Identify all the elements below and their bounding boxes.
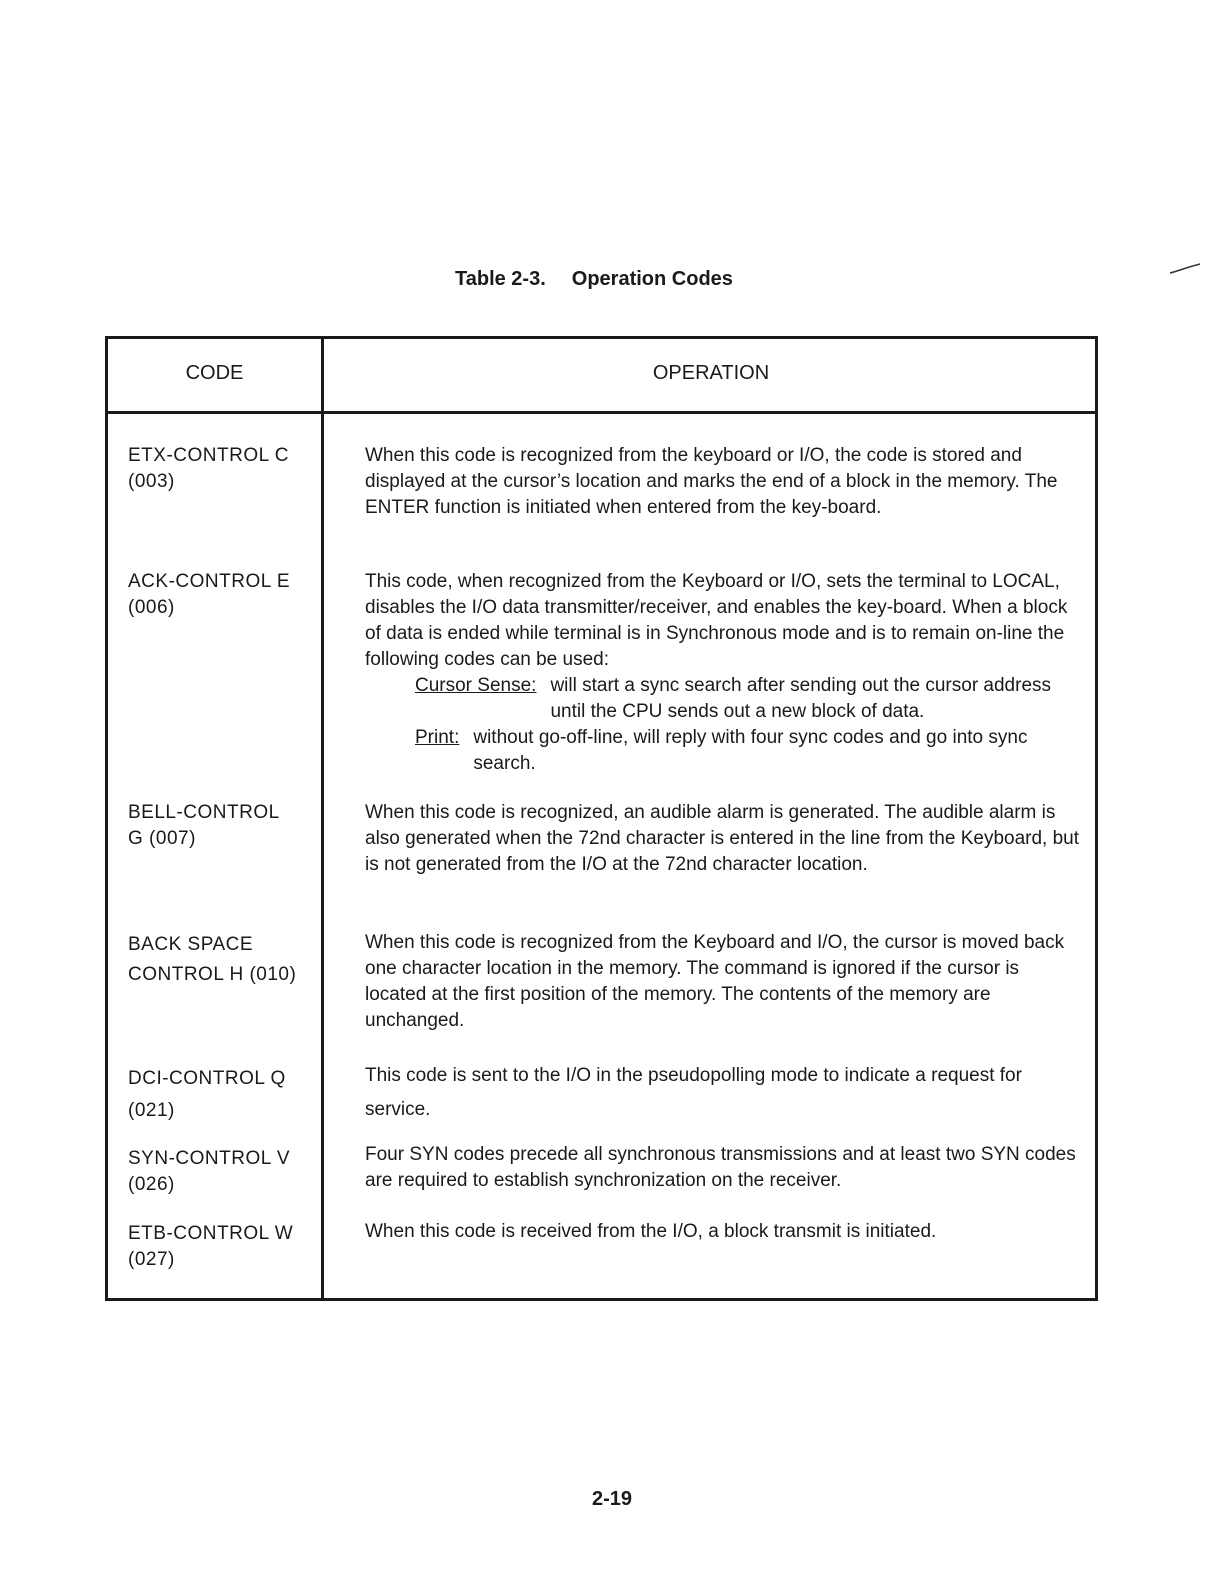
operation-cell-bell: When this code is recognized, an audible alarm is generated. The audible alarm is also generated when the 72nd character is entered in the line from the Keyboard, but is not generated from the I/O at the 72nd character location. bbox=[365, 802, 1080, 875]
table-number: Table 2-3. bbox=[455, 268, 546, 290]
operation-cell-syn: Four SYN codes precede all synchronous transmissions and at least two SYN codes are required to establish synchronization on the receiver. bbox=[365, 1144, 1076, 1191]
code-cell-etx: ETX-CONTROL C (003) bbox=[128, 445, 289, 492]
operation-cell-dci: This code is sent to the I/O in the pseudopolling mode to indicate a request for service. bbox=[365, 1065, 1022, 1120]
table-caption bbox=[455, 268, 733, 291]
operation-header: OPERATION bbox=[652, 362, 770, 384]
operation-cell-backspace: When this code is recognized from the Keyboard and I/O, the cursor is moved back one character location in the memory. The command is ignored if the cursor is located at the first position of the memory. The contents of the memory are unchanged. bbox=[365, 932, 1065, 1031]
sub-text: will start a sync search after sending out the cursor address until the CPU sends out a new block of data. bbox=[550, 675, 1052, 722]
operation-codes-table bbox=[105, 336, 1098, 1301]
sub-label: Print: bbox=[415, 727, 460, 748]
operation-text: This code, when recognized from the Keyboard or I/O, sets the terminal to LOCAL, disables the I/O data transmitter/receiver, and enables the key-board. When a block of data is ended while terminal is in Synchronous mode and is to remain on-line the following codes can be used: bbox=[365, 571, 1068, 670]
table-title: Operation Codes bbox=[571, 268, 733, 290]
code-cell-ack: ACK-CONTROL E (006) bbox=[128, 571, 291, 618]
header-divider bbox=[108, 411, 1095, 414]
sync-options bbox=[365, 673, 1085, 777]
sub-text: without go-off-line, will reply with four sync codes and go into sync search. bbox=[473, 727, 1028, 774]
code-cell-syn: SYN-CONTROL V (026) bbox=[128, 1148, 291, 1195]
code-cell-dci: DCI-CONTROL Q (021) bbox=[128, 1068, 286, 1121]
operation-cell-ack bbox=[365, 569, 1085, 777]
page-number: 2-19 bbox=[591, 1488, 633, 1510]
sub-label: Cursor Sense: bbox=[415, 675, 537, 696]
operation-cell-etx: When this code is recognized from the keyboard or I/O, the code is stored and displayed at the cursor’s location and marks the end of a block in the memory. The ENTER function is initiated when entered from the key-board. bbox=[365, 445, 1058, 518]
sub-item-cursor-sense bbox=[415, 673, 1085, 725]
code-cell-bell: BELL-CONTROL G (007) bbox=[128, 802, 280, 849]
column-divider bbox=[321, 339, 324, 1298]
code-cell-backspace: BACK SPACE CONTROL H (010) bbox=[128, 934, 297, 985]
sub-item-print bbox=[415, 725, 1085, 777]
code-header: CODE bbox=[185, 362, 244, 384]
operation-cell-etb: When this code is received from the I/O, a block transmit is initiated. bbox=[365, 1221, 937, 1242]
pen-mark-icon bbox=[1168, 262, 1202, 276]
code-cell-etb: ETB-CONTROL W (027) bbox=[128, 1223, 294, 1270]
